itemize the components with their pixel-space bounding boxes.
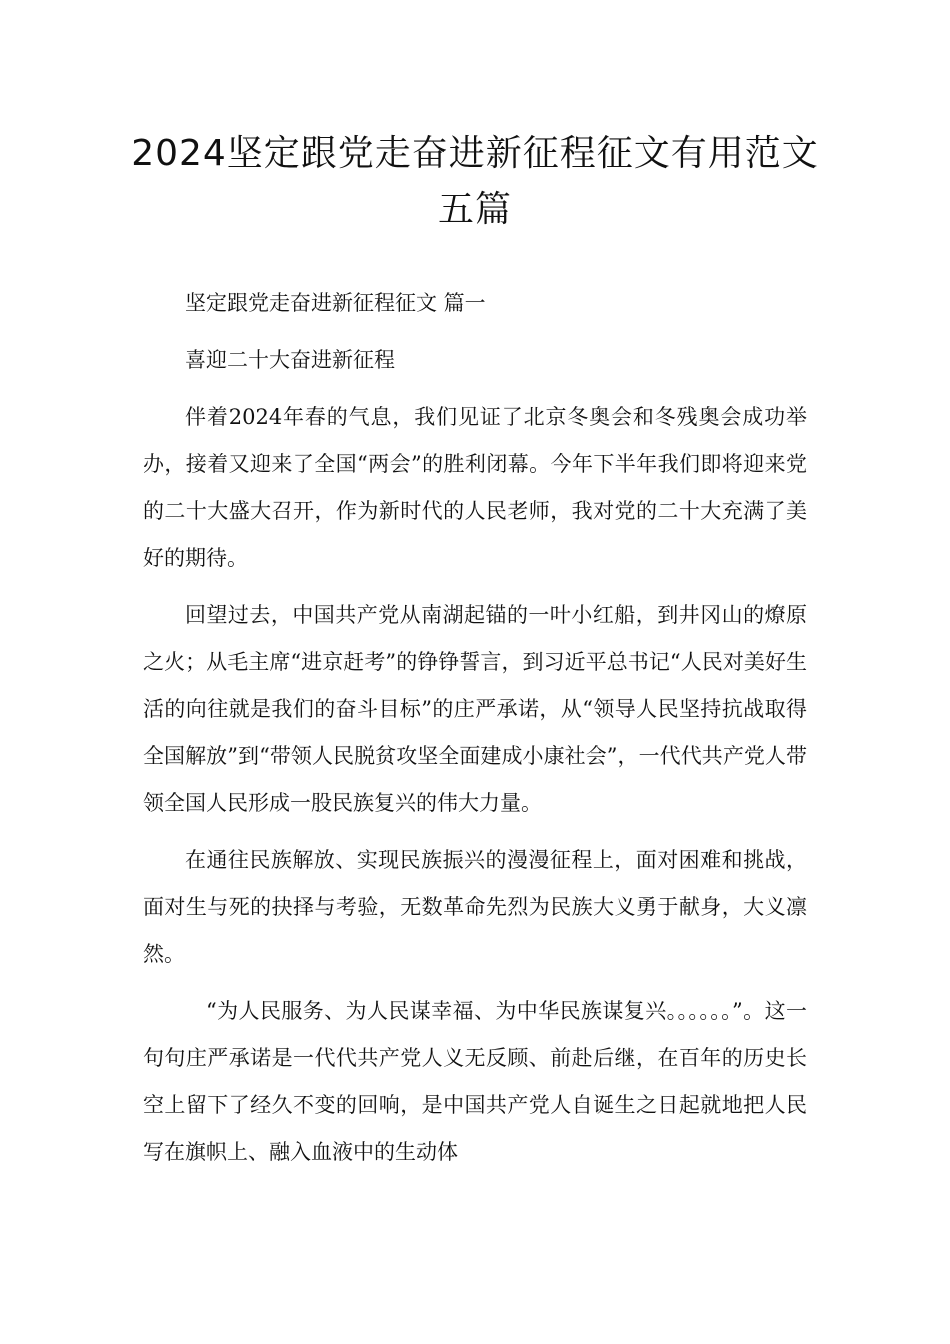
body-paragraph: 回望过去，中国共产党从南湖起锚的一叶小红船，到井冈山的燎原之火；从毛主席“进京赶考”的铮铮誓言，到习近平总书记“人民对美好生活的向往就是我们的奋斗目标”的庄严承诺，从“领导人民坚持抗战取得全国解放”到“带领人民脱贫攻坚全面建成小康社会”，一代代共产党人带领全国人民形成一股民族复兴的伟大力量。: [143, 603, 807, 815]
document-body: [143, 280, 807, 1176]
body-paragraph: 在通往民族解放、实现民族振兴的漫漫征程上，面对困难和挑战，面对生与死的抉择与考验，无数革命先烈为民族大义勇于献身，大义凛然。: [143, 848, 807, 966]
section-heading: 坚定跟党走奋进新征程征文 篇一: [185, 291, 486, 315]
document-title: 2024坚定跟党走奋进新征程征文有用范文五篇: [131, 133, 819, 230]
body-paragraph: “为人民服务、为人民谋幸福、为中华民族谋复兴。。。。。。”。这一句句庄严承诺是一代代共产党人义无反顾、前赴后继，在百年的历史长空上留下了经久不变的回响，是中国共产党人自诞生之日起就地把人民写在旗帜上、融入血液中的生动体: [143, 999, 807, 1164]
body-paragraph: 伴着2024年春的气息，我们见证了北京冬奥会和冬残奥会成功举办，接着又迎来了全国“两会”的胜利闭幕。今年下半年我们即将迎来党的二十大盛大召开，作为新时代的人民老师，我对党的二十大充满了美好的期待。: [143, 405, 807, 570]
section-subtitle: 喜迎二十大奋进新征程: [185, 348, 395, 372]
